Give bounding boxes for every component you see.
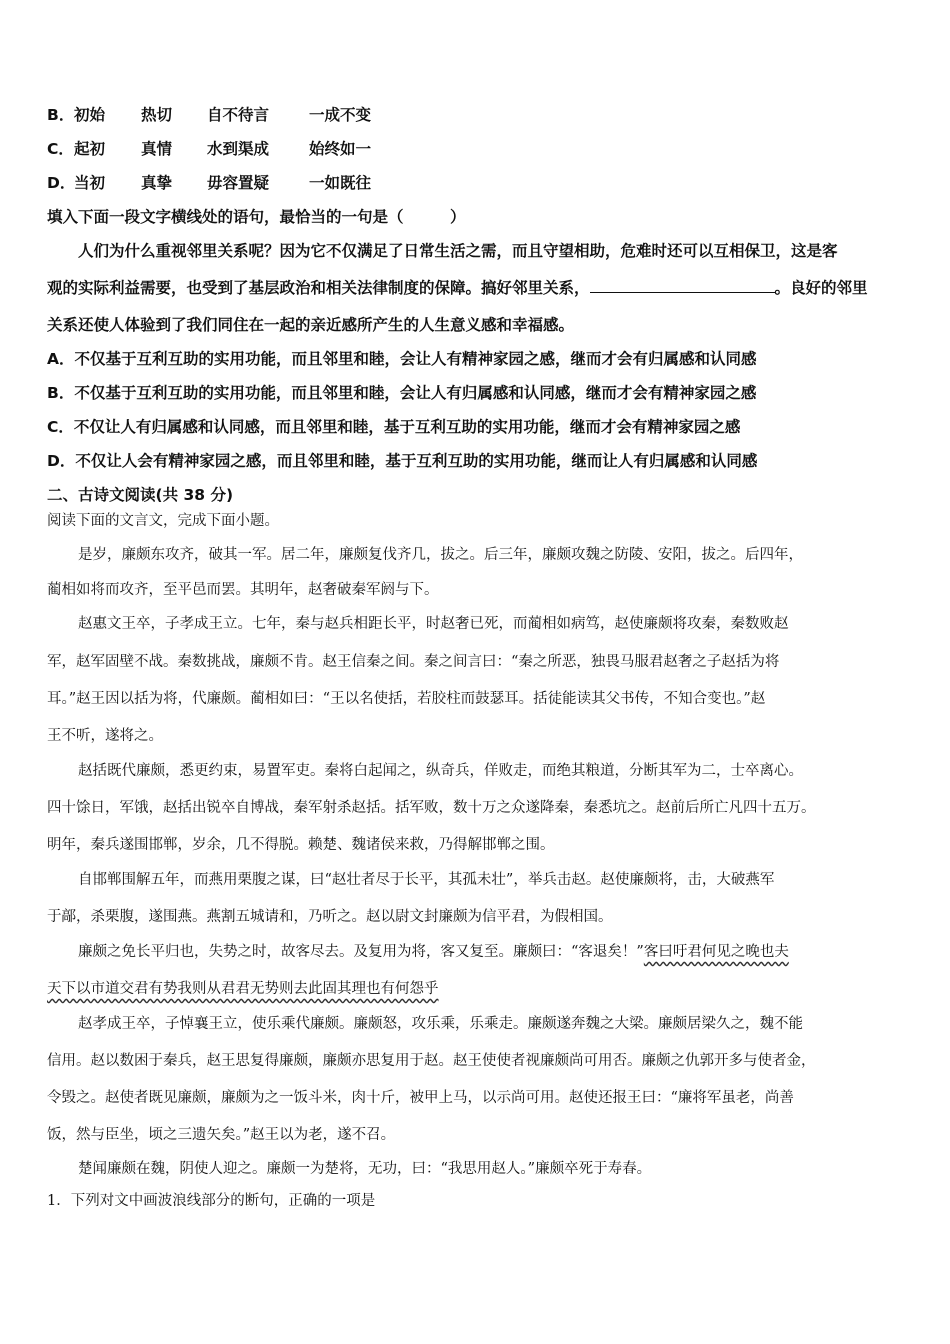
classical-text-line: [47, 977, 439, 998]
answer-blank: [590, 278, 775, 293]
classical-text-line: 耳。”赵王因以括为将，代廉颇。蔺相如曰：“王以名使括，若胶柱而鼓瑟耳。括徒能读其父书传，不知合变也。”赵: [47, 691, 766, 707]
option-word-4: 一如既往: [309, 174, 372, 192]
classical-text-line: 赵括既代廉颇，悉更约束，易置军吏。秦将白起闻之，纵奇兵，佯败走，而绝其粮道，分断其军为二，士卒离心。: [78, 763, 803, 779]
option-word-3: 毋容置疑: [207, 174, 270, 192]
classical-text-line: 信用。赵以数困于秦兵，赵王思复得廉颇，廉颇亦思复用于赵。赵王使使者视廉颇尚可用否。廉颇之仇郭开多与使者金，: [47, 1053, 816, 1069]
option-word-1: 初始: [74, 106, 106, 124]
classical-text-line: 赵孝成王卒，子悼襄王立，使乐乘代廉颇。廉颇怒，攻乐乘，乐乘走。廉颇遂奔魏之大梁。廉颇居梁久之，魏不能: [78, 1016, 803, 1032]
option-word-1: 当初: [74, 174, 106, 192]
passage-line-1: 人们为什么重视邻里关系呢？因为它不仅满足了日常生活之需，而且守望相助，危难时还可以互相保卫，这是客: [78, 242, 838, 260]
wavy-para-prefix: 廉颇之免长平归也，失势之时，故客尽去。及复用为将，客又复至。廉颇曰：“客退矣！”: [78, 944, 644, 960]
word-option-c: [47, 137, 447, 157]
classical-text-line: 王不听，遂将之。: [47, 728, 163, 744]
section-heading: 二、古诗文阅读(共 38 分): [47, 486, 234, 504]
classical-text-line: 令毁之。赵使者既见廉颇，廉颇为之一饭斗米，肉十斤，被甲上马，以示尚可用。赵使还报王曰：“廉将军虽老，尚善: [47, 1090, 794, 1106]
classical-text-line: 赵惠文王卒，子孝成王立。七年，秦与赵兵相距长平，时赵奢已死，而蔺相如病笃，赵使廉颇将攻秦，秦数败赵: [78, 616, 789, 632]
classical-text-line: 蔺相如将而攻齐，至平邑而罢。其明年，赵奢破秦军阏与下。: [47, 582, 439, 598]
answer-option-b: B．不仅基于互利互助的实用功能，而且邻里和睦，会让人有归属感和认同感，继而才会有精神家园之感: [47, 384, 757, 402]
option-word-2: 真情: [141, 140, 173, 158]
answer-option-d: D．不仅让人会有精神家园之感，而且邻里和睦，基于互利互助的实用功能，继而让人有归属感和认同感: [47, 452, 758, 470]
wavy-underlined-text: 天下以市道交君有势我则从君君无势则去此固其理也有何怨乎: [47, 981, 439, 997]
wavy-underlined-text: 客曰吁君何见之晚也夫: [643, 944, 789, 960]
passage-line-2-start: 观的实际利益需要，也受到了基层政治和相关法律制度的保障。搞好邻里关系，: [47, 279, 590, 297]
word-option-d: [47, 171, 447, 191]
classical-text-line: 四十馀日，军饿，赵括出锐卒自博战，秦军射杀赵括。括军败，数十万之众遂降秦，秦悉坑之。赵前后所亡凡四十五万。: [47, 800, 816, 816]
answer-option-c: C．不仅让人有归属感和认同感，而且邻里和睦，基于互利互助的实用功能，继而才会有精神家园之感: [47, 418, 741, 436]
passage-line-3: 关系还使人体验到了我们同住在一起的亲近感所产生的人生意义感和幸福感。: [47, 316, 575, 334]
answer-option-a: A．不仅基于互利互助的实用功能，而且邻里和睦，会让人有精神家园之感，继而才会有归属感和认同感: [47, 350, 757, 368]
question-stem: 填入下面一段文字横线处的语句，最恰当的一句是（ ）: [47, 208, 466, 226]
classical-text-line: 饭，然与臣坐，顷之三遗矢矣。”赵王以为老，遂不召。: [47, 1127, 396, 1143]
classical-text-line: 明年，秦兵遂围邯郸，岁余，几不得脱。赖楚、魏诸侯来救，乃得解邯郸之围。: [47, 837, 555, 853]
classical-text-line: 是岁，廉颇东攻齐，破其一军。居二年，廉颇复伐齐几，拔之。后三年，廉颇攻魏之防陵、安阳，拔之。后四年，: [78, 547, 803, 563]
option-word-2: 热切: [141, 106, 173, 124]
passage-line-2-end: 。良好的邻里: [774, 279, 868, 297]
classical-text-line: 军，赵军固壁不战。秦数挑战，廉颇不肯。赵王信秦之间。秦之间言曰：“秦之所恶，独畏马服君赵奢之子赵括为将: [47, 654, 780, 670]
option-word-2: 真挚: [141, 174, 173, 192]
classical-text-line: 于鄗，杀栗腹，遂围燕。燕割五城请和，乃听之。赵以尉文封廉颇为信平君，为假相国。: [47, 909, 613, 925]
option-word-4: 一成不变: [309, 106, 372, 124]
option-word-3: 水到渠成: [207, 140, 270, 158]
question-1: 1．下列对文中画波浪线部分的断句，正确的一项是: [47, 1193, 376, 1209]
classical-text-line: 自邯郸围解五年，而燕用栗腹之谋，曰“赵壮者尽于长平，其孤未壮”，举兵击赵。赵使廉颇将，击，大破燕军: [78, 872, 775, 888]
option-word-1: 起初: [74, 140, 106, 158]
word-option-b: [47, 103, 447, 123]
section-instruction: 阅读下面的文言文，完成下面小题。: [47, 513, 279, 529]
classical-text-line: [78, 940, 789, 961]
passage-line-2: [47, 276, 868, 298]
option-letter: B．: [47, 106, 75, 124]
option-word-3: 自不待言: [207, 106, 270, 124]
option-word-4: 始终如一: [309, 140, 372, 158]
classical-text-line: 楚闻廉颇在魏，阴使人迎之。廉颇一为楚将，无功，曰：“我思用赵人。”廉颇卒死于寿春。: [78, 1161, 652, 1177]
option-letter: D．: [47, 174, 76, 192]
option-letter: C．: [47, 140, 74, 158]
